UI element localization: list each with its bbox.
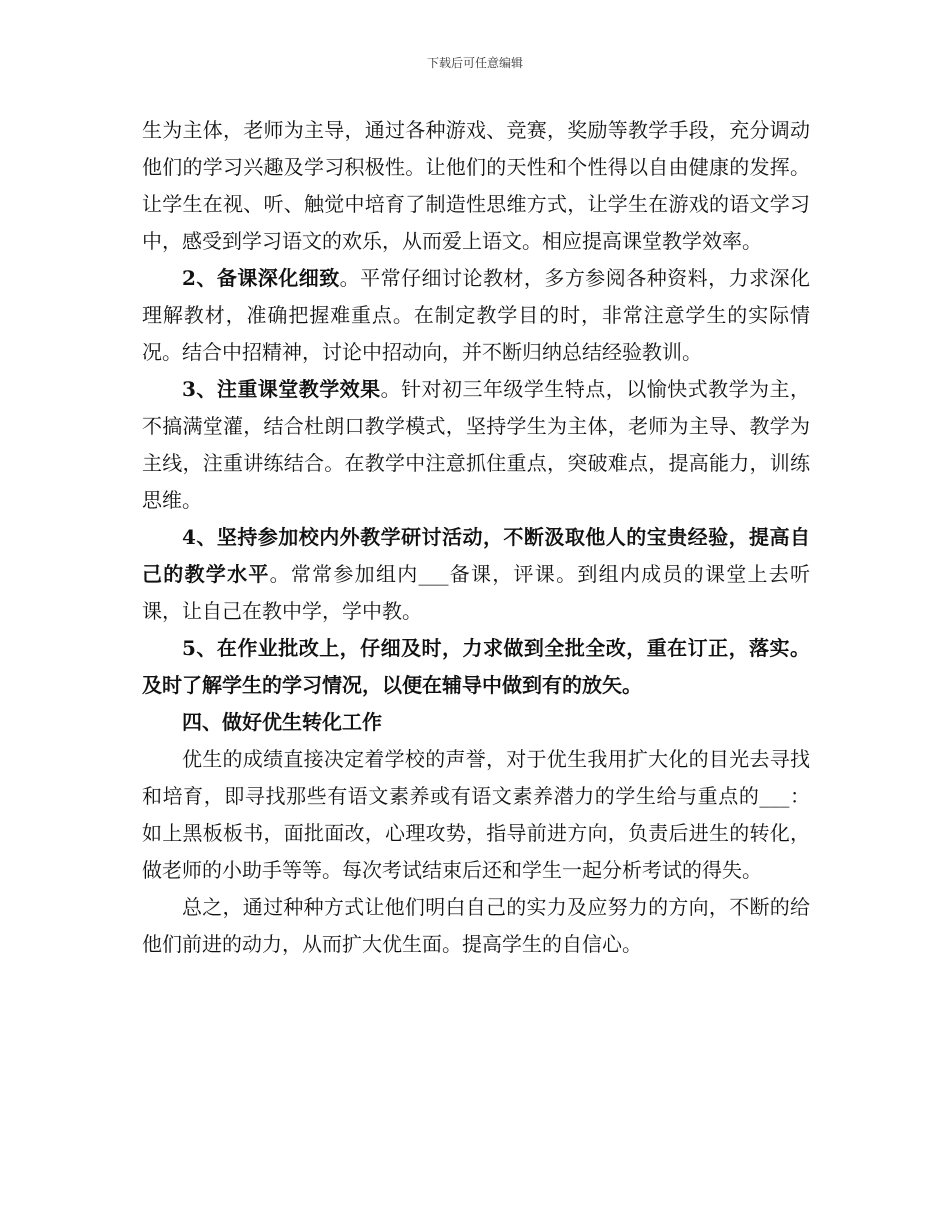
paragraph-2-text: 。平常仔细讨论教材，多方参阅各种资料，力求深化理解教材，准确把握难重点。在制定教学目的时，非常注意学生的实际情况。结合中招精神，讨论中招动向，并不断归纳总结经验教训。 <box>142 266 810 364</box>
paragraph-2-heading: 2、备课深化细致 <box>182 266 340 290</box>
paragraph-4-text: 。常常参加组内___备课，评课。到组内成员的课堂上去听课，让自己在教中学，学中教。 <box>142 562 811 623</box>
paragraph-3-text: 。针对初三年级学生特点，以愉快式教学为主，不搞满堂灌，结合杜朗口教学模式，坚持学生为主体，老师为主导、教学为主线，注重讲练结合。在教学中注意抓住重点，突破难点，提高能力，训练思维。 <box>142 377 810 512</box>
paragraph-8-text: 总之，通过种种方式让他们明白自己的实力及应努力的方向，不断的给他们前进的动力，从而扩大优生面。提高学生的自信心。 <box>142 895 810 956</box>
paragraph-5-heading: 5、在作业批改上，仔细及时，力求做到全批全改，重在订正，落实。及时了解学生的学习情况，以便在辅导中做到有的放矢。 <box>142 636 810 697</box>
paragraph-5 <box>142 630 810 704</box>
section-heading-text: 四、做好优生转化工作 <box>182 710 382 734</box>
section-heading <box>142 704 810 741</box>
paragraph-4-heading: 4、坚持参加校内外教学研讨活动，不断汲取他人的宝贵经验，提高自己的教学水平 <box>142 525 810 586</box>
paragraph-3-heading: 3、注重课堂教学效果 <box>182 377 381 401</box>
paragraph-3 <box>142 371 810 519</box>
page-header: 下载后可任意编辑 <box>426 56 523 70</box>
paragraph-1 <box>142 112 810 260</box>
document-body <box>142 112 810 963</box>
paragraph-7-text: 优生的成绩直接决定着学校的声誉，对于优生我用扩大化的目光去寻找和培育，即寻找那些有语文素养或有语文素养潜力的学生给与重点的___：如上黑板板书，面批面改，心理攻势，指导前进方向，负责后进生的转化，做老师的小助手等等。每次考试结束后还和学生一起分析考试的得失。 <box>142 747 810 882</box>
paragraph-2 <box>142 260 810 371</box>
paragraph-1-text: 生为主体，老师为主导，通过各种游戏、竞赛，奖励等教学手段，充分调动他们的学习兴趣及学习积极性。让他们的天性和个性得以自由健康的发挥。让学生在视、听、触觉中培育了制造性思维方式，让学生在游戏的语文学习中，感受到学习语文的欢乐，从而爱上语文。相应提高课堂教学效率。 <box>142 118 810 253</box>
paragraph-7 <box>142 741 810 889</box>
paragraph-4 <box>142 519 810 630</box>
paragraph-8 <box>142 889 810 963</box>
